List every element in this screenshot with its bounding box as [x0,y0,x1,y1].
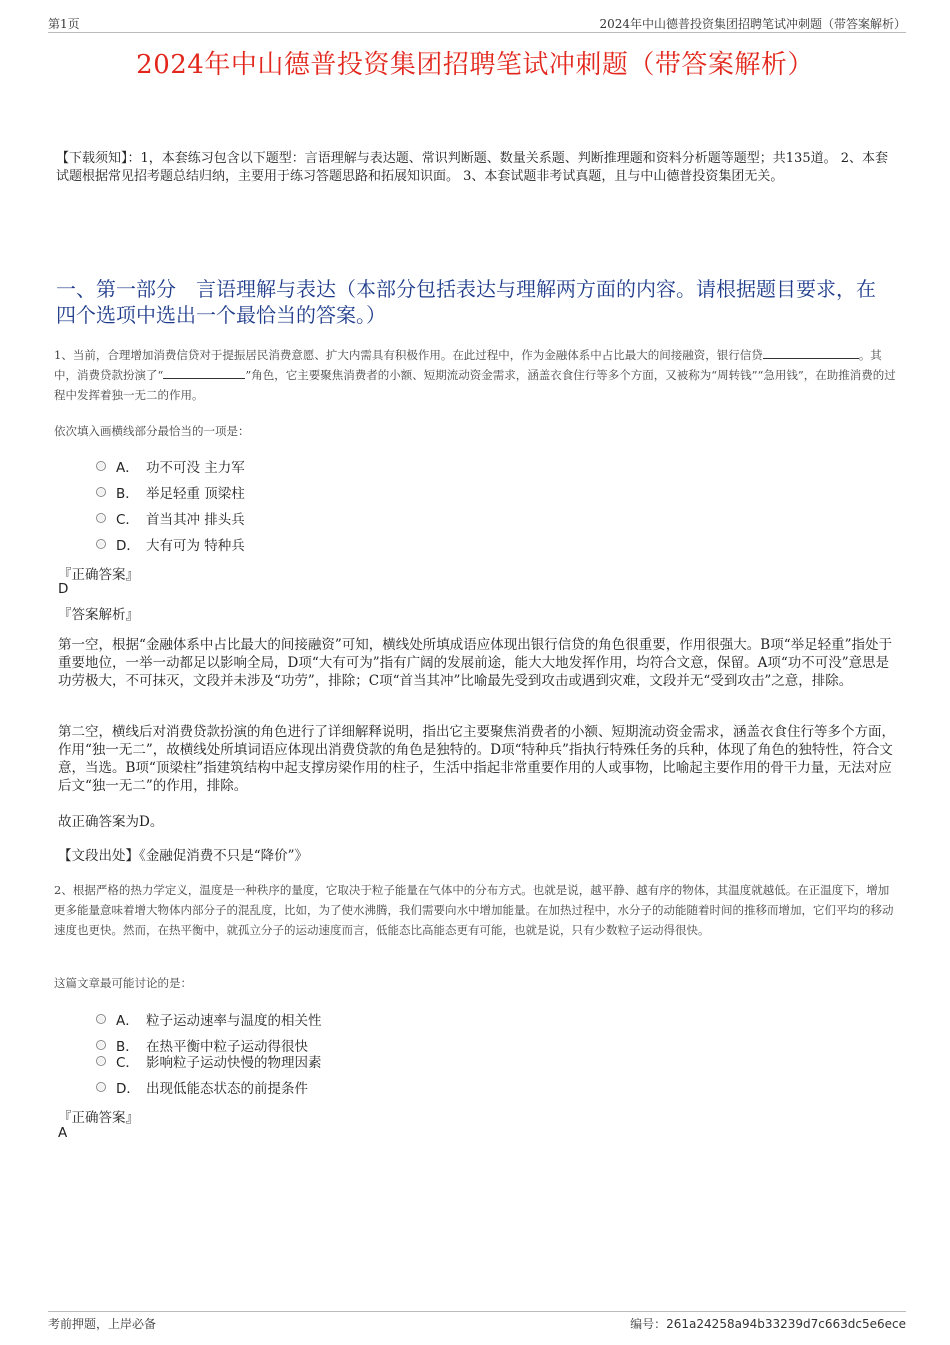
radio-icon[interactable] [96,513,106,523]
question-1-answer: D [58,581,69,597]
page-title: 2024年中山德普投资集团招聘笔试冲刺题（带答案解析） [136,50,814,80]
option-letter: A． [116,1013,139,1029]
question-2-prompt: 这篇文章最可能讨论的是： [54,976,192,990]
question-1-text [54,345,896,405]
question-1-analysis-p2: 第二空，横线后对消费贷款扮演的角色进行了详细解释说明，指出它主要聚焦消费者的小额、短期流动资金需求，涵盖衣食住行等多个方面，作用“独一无二”，故横线处所填词语应体现出消费贷款的角色是独特的。D项“特种兵”指执行特殊任务的兵种，体现了角色的独特性，符合文意，当选。B项“顶梁柱”指建筑结构中起支撑房梁作用的柱子，生活中指起非常重要作用的人或事物，比喻起主要作用的骨干力量，无法对应后文“独一无二”的作用，排除。 [58,724,895,794]
radio-icon[interactable] [96,1082,106,1092]
radio-icon[interactable] [96,1014,106,1024]
option-text: 举足轻重 顶梁柱 [146,486,245,502]
option-text: 大有可为 特种兵 [146,538,245,554]
footer-slogan: 考前押题，上岸必备 [48,1317,157,1331]
question-1-option-c[interactable] [96,509,245,527]
option-letter: B． [116,486,139,502]
download-notice: 【下载须知】：1，本套练习包含以下题型：言语理解与表达题、常识判断题、数量关系题、判断推理题和资料分析题等题型；共135道。 2、本套试题根据常见招考题总结归纳，主要用于练习答题思路和拓展知识面。 3、本套试题非考试真题，且与中山德普投资集团无关。 [56,151,888,184]
option-text: 首当其冲 排头兵 [146,512,245,528]
footer-code [630,1315,906,1332]
answer-blank-1 [763,346,859,359]
question-2-answer-label: 『正确答案』 [58,1110,139,1126]
option-text: 出现低能态状态的前提条件 [146,1081,308,1097]
question-1-analysis-p1: 第一空，根据“金融体系中占比最大的间接融资”可知，横线处所填成语应体现出银行信贷的角色很重要，作用很强大。B项“举足轻重”指处于重要地位，一举一动都足以影响全局，D项“大有可为”指有广阔的发展前途，能大大地发挥作用，均符合文意，保留。A项“功不可没”意思是功劳极大，不可抹灭，文段并未涉及“功劳”，排除；C项“首当其冲”比喻最先受到攻击或遇到灾难，文段并无“受到攻击”之意，排除。 [58,637,893,689]
header-doc-title: 2024年中山德普投资集团招聘笔试冲刺题（带答案解析） [599,17,906,31]
footer-code-value: 261a24258a94b33239d7c663dc5e6ece [666,1317,906,1331]
radio-icon[interactable] [96,1040,106,1050]
question-1-prompt: 依次填入画横线部分最恰当的一项是： [54,424,250,438]
question-1-source: 【文段出处】《金融促消费不只是“降价”》 [58,848,309,864]
radio-icon[interactable] [96,461,106,471]
option-letter: D． [116,538,140,554]
page-number: 第1页 [48,17,80,31]
option-text: 粒子运动速率与温度的相关性 [146,1013,322,1029]
footer-code-label: 编号： [630,1317,667,1331]
option-letter: B． [116,1039,139,1055]
page-footer [48,1311,906,1331]
option-text: 影响粒子运动快慢的物理因素 [146,1055,322,1071]
radio-icon[interactable] [96,487,106,497]
question-2-text: 2、根据严格的热力学定义，温度是一种秩序的量度，它取决于粒子能量在气体中的分布方式。也就是说，越平静、越有序的物体，其温度就越低。在正温度下，增加更多能量意味着增大物体内部分子的混乱度，比如，为了使水沸腾，我们需要向水中增加能量。在加热过程中，水分子的动能随着时间的推移而增加，它们平均的移动速度也更快。然而，在热平衡中，就孤立分子的运动速度而言，低能态比高能态更有可能，也就是说，只有少数粒子运动得很快。 [54,883,894,937]
question-2-option-a[interactable] [96,1010,322,1028]
question-1-text-part3: ”角色，它主要聚焦消费者的小额、短期流动资金需求，涵盖衣食住行等多个方面，又被称为“周转钱”“急用钱”，在助推消费的过程中发挥着独一无二的作用。 [54,368,896,402]
question-2-answer: A [58,1125,68,1141]
section-title: 一、第一部分 言语理解与表达（本部分包括表达与理解两方面的内容。请根据题目要求，在四个选项中选出一个最恰当的答案。） [56,277,876,327]
option-letter: C． [116,512,139,528]
radio-icon[interactable] [96,1056,106,1066]
page-header [48,12,906,33]
option-letter: D． [116,1081,140,1097]
question-1-answer-label: 『正确答案』 [58,567,139,583]
question-1-option-b[interactable] [96,483,245,501]
question-2-option-c[interactable] [96,1052,322,1070]
question-2-option-d[interactable] [96,1078,308,1096]
question-1-text-part1: 1、当前，合理增加消费信贷对于提振居民消费意愿、扩大内需具有积极作用。在此过程中，作为金融体系中占比最大的间接融资，银行信贷 [54,348,763,362]
radio-icon[interactable] [96,539,106,549]
question-1-analysis-label: 『答案解析』 [58,607,139,623]
question-1-option-a[interactable] [96,457,245,475]
option-letter: A． [116,460,139,476]
option-text: 功不可没 主力军 [146,460,245,476]
question-1-option-d[interactable] [96,535,245,553]
question-1-conclusion: 故正确答案为D。 [58,814,164,830]
answer-blank-2 [163,366,245,379]
option-letter: C． [116,1055,139,1071]
question-1-text-part2: 。其中，消费贷款扮演了“ [54,348,882,382]
option-text: 在热平衡中粒子运动得很快 [146,1039,308,1055]
